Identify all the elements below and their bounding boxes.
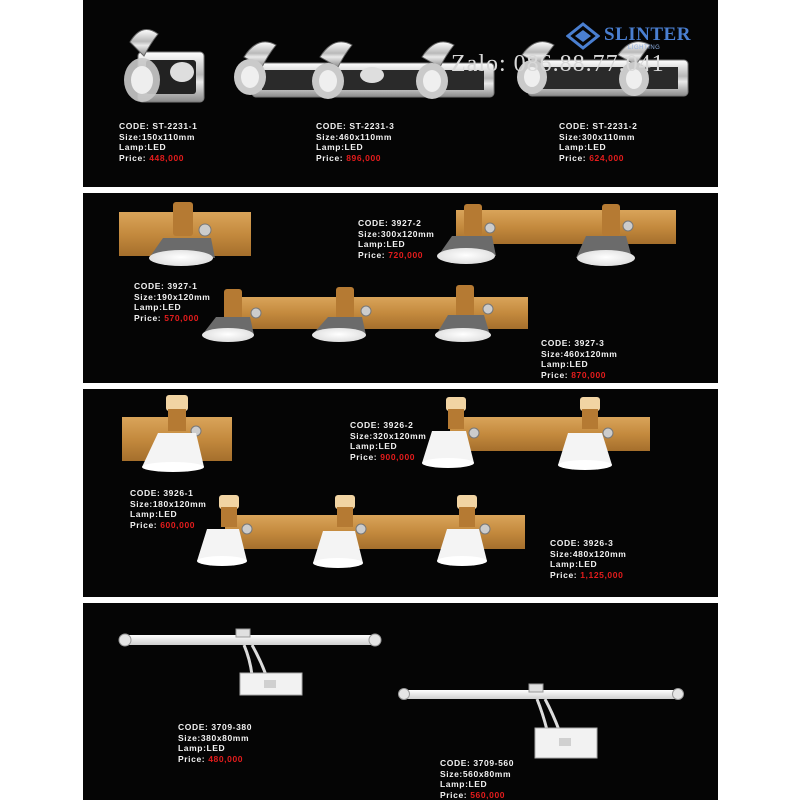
product-code: CODE: 3926-2	[350, 420, 414, 430]
product-code: CODE: ST-2231-2	[559, 121, 638, 131]
product-code: CODE: ST-2231-1	[119, 121, 198, 131]
product-spec-3709-560	[440, 758, 514, 800]
product-spec-3926-2	[350, 420, 426, 462]
product-size: Size:560x80mm	[440, 768, 512, 779]
product-size: Size:460x110mm	[316, 131, 392, 142]
product-spec-st-2231-2	[559, 121, 637, 163]
product-price: Price: 448,000	[119, 152, 185, 163]
product-size: Size:300x110mm	[559, 131, 635, 142]
product-lamp: Lamp:LED	[541, 359, 589, 369]
product-spec-st-2231-1	[119, 121, 197, 163]
product-size: Size:480x120mm	[550, 548, 627, 559]
product-spec-3927-1	[134, 281, 210, 323]
lamp-image-3709-560	[397, 680, 685, 762]
product-price: Price: 1,125,000	[550, 569, 624, 580]
product-price: Price: 480,000	[178, 753, 244, 764]
product-size: Size:180x120mm	[130, 498, 207, 509]
logo-text: SLINTER	[604, 24, 691, 45]
product-size: Size:150x110mm	[119, 131, 195, 142]
product-code: CODE: 3927-2	[358, 218, 422, 228]
product-price: Price: 720,000	[358, 249, 424, 260]
product-spec-3926-1	[130, 488, 206, 530]
product-code: CODE: 3926-3	[550, 538, 614, 548]
product-price: Price: 600,000	[130, 519, 196, 530]
product-lamp: Lamp:LED	[178, 743, 226, 753]
product-spec-st-2231-3	[316, 121, 394, 163]
product-spec-3927-3	[541, 338, 617, 380]
product-size: Size:460x120mm	[541, 348, 618, 359]
product-price: Price: 570,000	[134, 312, 200, 323]
lamp-image-st-2231-1	[110, 22, 210, 112]
product-price: Price: 900,000	[350, 451, 416, 462]
logo-diamond-icon	[566, 22, 600, 50]
lamp-image-3926-2	[420, 395, 655, 473]
product-spec-3926-3	[550, 538, 626, 580]
lamp-image-3926-1	[120, 393, 235, 473]
product-price: Price: 560,000	[440, 789, 506, 800]
product-price: Price: 870,000	[541, 369, 607, 380]
product-code: CODE: ST-2231-3	[316, 121, 395, 131]
product-lamp: Lamp:LED	[358, 239, 406, 249]
product-code: CODE: 3927-1	[134, 281, 198, 291]
product-code: CODE: 3926-1	[130, 488, 194, 498]
product-lamp: Lamp:LED	[350, 441, 398, 451]
product-lamp: Lamp:LED	[559, 142, 607, 152]
lamp-image-3926-3	[195, 493, 530, 571]
product-lamp: Lamp:LED	[134, 302, 182, 312]
product-size: Size:190x120mm	[134, 291, 211, 302]
product-size: Size:320x120mm	[350, 430, 427, 441]
logo-subtext: LIGHTING	[628, 45, 661, 51]
lamp-image-3709-380	[118, 625, 383, 697]
lamp-image-3927-1	[115, 200, 255, 270]
product-lamp: Lamp:LED	[316, 142, 364, 152]
product-price: Price: 624,000	[559, 152, 625, 163]
product-spec-3927-2	[358, 218, 434, 260]
product-lamp: Lamp:LED	[550, 559, 598, 569]
product-lamp: Lamp:LED	[119, 142, 167, 152]
product-spec-3709-380	[178, 722, 252, 764]
brand-logo	[566, 22, 696, 52]
product-price: Price: 896,000	[316, 152, 382, 163]
lamp-image-3927-2	[436, 200, 681, 270]
product-lamp: Lamp:LED	[130, 509, 178, 519]
contact-watermark: Zalo: 086.88.77.041	[451, 51, 665, 77]
product-lamp: Lamp:LED	[440, 779, 488, 789]
product-size: Size:380x80mm	[178, 732, 250, 743]
product-size: Size:300x120mm	[358, 228, 435, 239]
product-code: CODE: 3709-380	[178, 722, 253, 732]
product-code: CODE: 3709-560	[440, 758, 515, 768]
lamp-image-3927-3	[198, 283, 533, 348]
product-code: CODE: 3927-3	[541, 338, 605, 348]
